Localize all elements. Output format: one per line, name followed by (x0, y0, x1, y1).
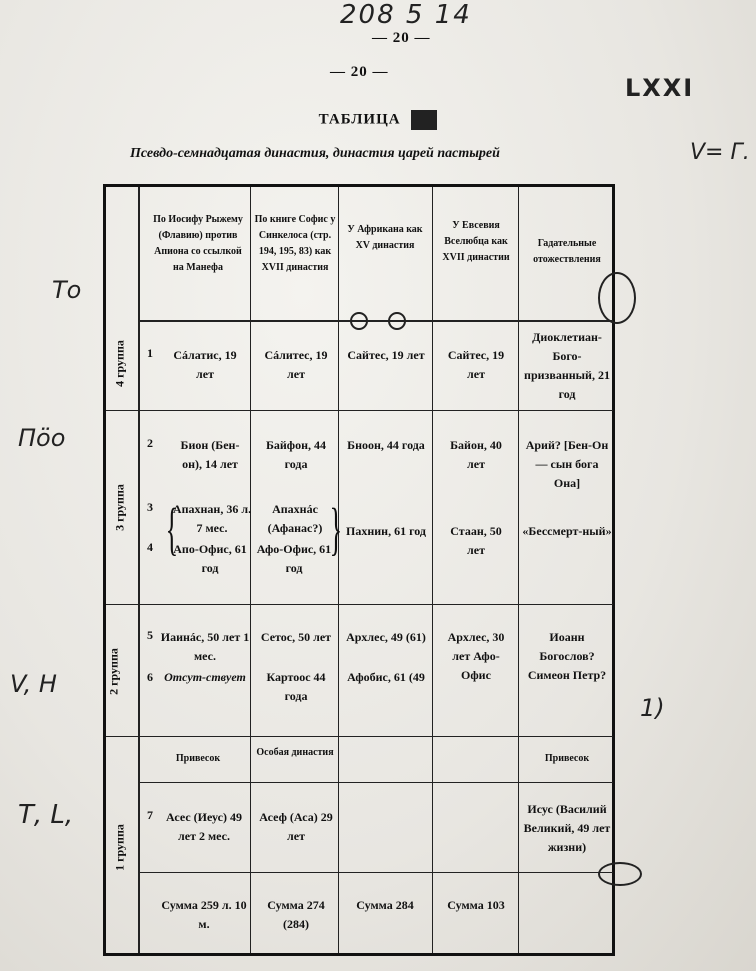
handwritten-left-v: V, Н (10, 670, 57, 698)
cell: Байон, 40 лет (450, 438, 502, 471)
cell: «Бессмерт-ный» (522, 524, 612, 538)
column-header: У Евсевия Вселюбца как XVII династии (442, 220, 510, 263)
cell: Иоанн Богослов? Симеон Петр? (527, 630, 607, 682)
column-header: По Иосифу Рыжему (Флавию) против Апиона со ссылкой на Манефа (153, 214, 243, 273)
cell-label: Привесок (544, 753, 590, 764)
cell: Афо-Офис, 61 год (256, 542, 332, 575)
row-number: 1 (147, 346, 153, 360)
cell: Картоос 44 года (266, 670, 326, 703)
cell: Байфон, 44 года (265, 438, 327, 471)
divider (138, 782, 613, 783)
group-label: 4 группа (112, 340, 127, 387)
pencil-circle (388, 312, 406, 330)
sum-cell: Сумма 274 (284) (267, 898, 325, 931)
divider (138, 320, 613, 322)
divider (138, 872, 613, 873)
divider (338, 187, 339, 953)
cell-label: Особая династия (256, 747, 334, 758)
cell: Сетос, 50 лет (260, 630, 332, 644)
row-number: 3 (147, 500, 153, 514)
cell: Исус (Василий Великий, 49 лет жизни) (523, 802, 611, 854)
page-number-top: — 20 — (372, 30, 431, 46)
handwritten-right-note: V= Г. (690, 140, 750, 165)
handwritten-left-to: То (52, 276, 82, 304)
brace-right: } (329, 496, 343, 561)
divider (106, 736, 613, 737)
divider (432, 187, 433, 953)
row-number: 6 (147, 670, 153, 684)
cell: Иаинáс, 50 лет 1 мес. (160, 630, 250, 663)
sum-cell: Сумма 259 л. 10 м. (161, 898, 247, 931)
pencil-circle (350, 312, 368, 330)
handwritten-code: 208 5 14 (340, 0, 472, 30)
cell: Архлес, 49 (61) (346, 630, 426, 644)
group-label: 2 группа (106, 648, 121, 695)
cell: Апахнáс (Афанас?) (267, 502, 323, 535)
sum-cell: Сумма 103 (447, 898, 505, 912)
cell: Отсут-ствует (164, 670, 246, 684)
cell: Апахнан, 36 л. 7 мес. (172, 502, 252, 535)
table-subtitle: Псевдо-семнадцатая династия, династия царей пастырей (130, 146, 500, 161)
cell: Стаан, 50 лет (450, 524, 502, 557)
sum-cell: Сумма 284 (356, 898, 414, 912)
group-label: 1 группа (112, 824, 127, 871)
cell: Архлес, 30 лет Афо-Офис (447, 630, 505, 682)
title-numeral-stamp (411, 110, 437, 130)
handwritten-right-one: 1) (640, 694, 665, 722)
cell: Бион (Бен-он), 14 лет (180, 438, 240, 471)
cell: Апо-Офис, 61 год (173, 542, 247, 575)
row-number: 2 (147, 436, 153, 450)
divider (106, 410, 613, 411)
cell: Бноон, 44 года (347, 438, 425, 452)
brace-left: { (165, 496, 179, 561)
pencil-circle (598, 272, 636, 324)
divider (518, 187, 519, 953)
cell: Сáлитес, 19 лет (264, 348, 328, 381)
group-label: 3 группа (112, 484, 127, 531)
cell: Афобис, 61 (49 (347, 670, 425, 684)
column-header: У Африкана как XV династия (347, 224, 423, 251)
cell: Асеф (Аса) 29 лет (259, 810, 333, 843)
cell-label: Привесок (175, 753, 221, 764)
cell: Сáлатис, 19 лет (173, 348, 237, 381)
handwritten-left-poo: Пöо (18, 424, 66, 452)
pencil-circle (598, 862, 642, 886)
cell: Арий? [Бен-Он — сын бога Она] (525, 438, 609, 490)
table-title: ТАБЛИЦА (0, 110, 756, 130)
cell: Диоклетиан-Бого-призванный, 21 год (524, 330, 610, 401)
column-header: По книге Софис у Синкелоса (стр. 194, 195, 83) как XVII династия (254, 214, 336, 273)
divider (106, 604, 613, 605)
cell: Пахнин, 61 год (346, 524, 426, 538)
page-number: — 20 — (330, 64, 389, 80)
cell: Асес (Иеус) 49 лет 2 мес. (166, 810, 242, 843)
cell: Сайтес, 19 лет (447, 348, 505, 381)
divider (138, 187, 140, 953)
handwritten-left-t: Т, L, (18, 800, 74, 830)
cell: Сайтес, 19 лет (347, 348, 425, 362)
row-number: 5 (147, 628, 153, 642)
row-number: 4 (147, 540, 153, 554)
handwritten-roman: LXXI (625, 74, 695, 102)
row-number: 7 (147, 808, 153, 822)
column-header: Гадательные отожествления (533, 238, 601, 265)
